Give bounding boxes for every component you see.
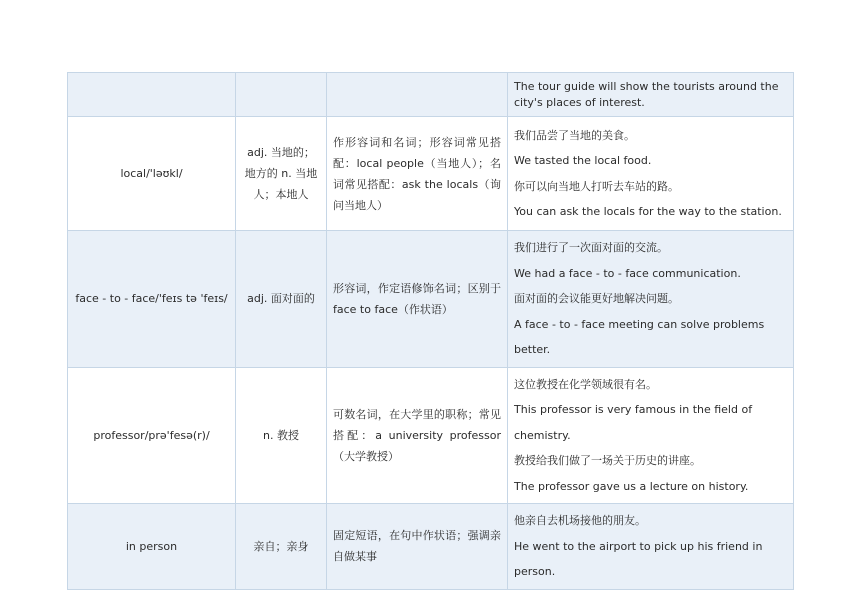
- table-row: [68, 117, 794, 231]
- table-row: [68, 73, 794, 117]
- example-sentence: This professor is very famous in the field of chemistry.: [514, 403, 753, 442]
- usage-cell: 形容词，作定语修饰名词；区别于face to face（作状语）: [327, 231, 508, 368]
- example-sentence: The tour guide will show the tourists around the city's places of interest.: [514, 79, 779, 109]
- word-cell: in person: [68, 504, 236, 590]
- usage-cell: 可数名词，在大学里的职称；常见搭配：a university professor（大学教授）: [327, 367, 508, 504]
- table-row: [68, 504, 794, 590]
- word-cell: face - to - face/'feɪs tə 'feɪs/: [68, 231, 236, 368]
- example-sentence: 面对面的会议能更好地解决问题。: [514, 292, 679, 305]
- meaning-cell: adj. 面对面的: [236, 231, 327, 368]
- example-sentence: We had a face - to - face communication.: [514, 266, 741, 280]
- vocabulary-table: [67, 72, 794, 590]
- example-sentence: 我们进行了一次面对面的交流。: [514, 241, 668, 254]
- meaning-cell: n. 教授: [236, 367, 327, 504]
- word-cell: local/'ləʊkl/: [68, 117, 236, 231]
- usage-cell: 固定短语，在句中作状语；强调亲自做某事: [327, 504, 508, 590]
- example-sentence: We tasted the local food.: [514, 154, 652, 167]
- meaning-cell: [236, 73, 327, 117]
- examples-cell: [508, 231, 794, 368]
- word-cell: professor/prə'fesə(r)/: [68, 367, 236, 504]
- example-sentence: 他亲自去机场接他的朋友。: [514, 514, 646, 527]
- example-sentence: 我们品尝了当地的美食。: [514, 128, 635, 142]
- table-row: [68, 231, 794, 368]
- example-sentence: He went to the airport to pick up his friend in person.: [514, 539, 763, 578]
- example-sentence: The professor gave us a lecture on history.: [514, 479, 749, 493]
- meaning-cell: adj. 当地的；地方的 n. 当地人；本地人: [236, 117, 327, 231]
- example-sentence: 这位教授在化学领域很有名。: [514, 377, 657, 391]
- example-sentence: You can ask the locals for the way to the station.: [514, 205, 782, 218]
- examples-cell: [508, 367, 794, 504]
- examples-cell: [508, 117, 794, 231]
- example-sentence: A face - to - face meeting can solve problems better.: [514, 317, 765, 356]
- examples-cell: [508, 73, 794, 117]
- word-cell: [68, 73, 236, 117]
- usage-cell: 作形容词和名词；形容词常见搭配：local people（当地人）；名词常见搭配：ask the locals（询问当地人）: [327, 117, 508, 231]
- meaning-cell: 亲自；亲身: [236, 504, 327, 590]
- example-sentence: 你可以向当地人打听去车站的路。: [514, 179, 679, 193]
- table-row: [68, 367, 794, 504]
- usage-cell: [327, 73, 508, 117]
- examples-cell: [508, 504, 794, 590]
- example-sentence: 教授给我们做了一场关于历史的讲座。: [514, 454, 701, 467]
